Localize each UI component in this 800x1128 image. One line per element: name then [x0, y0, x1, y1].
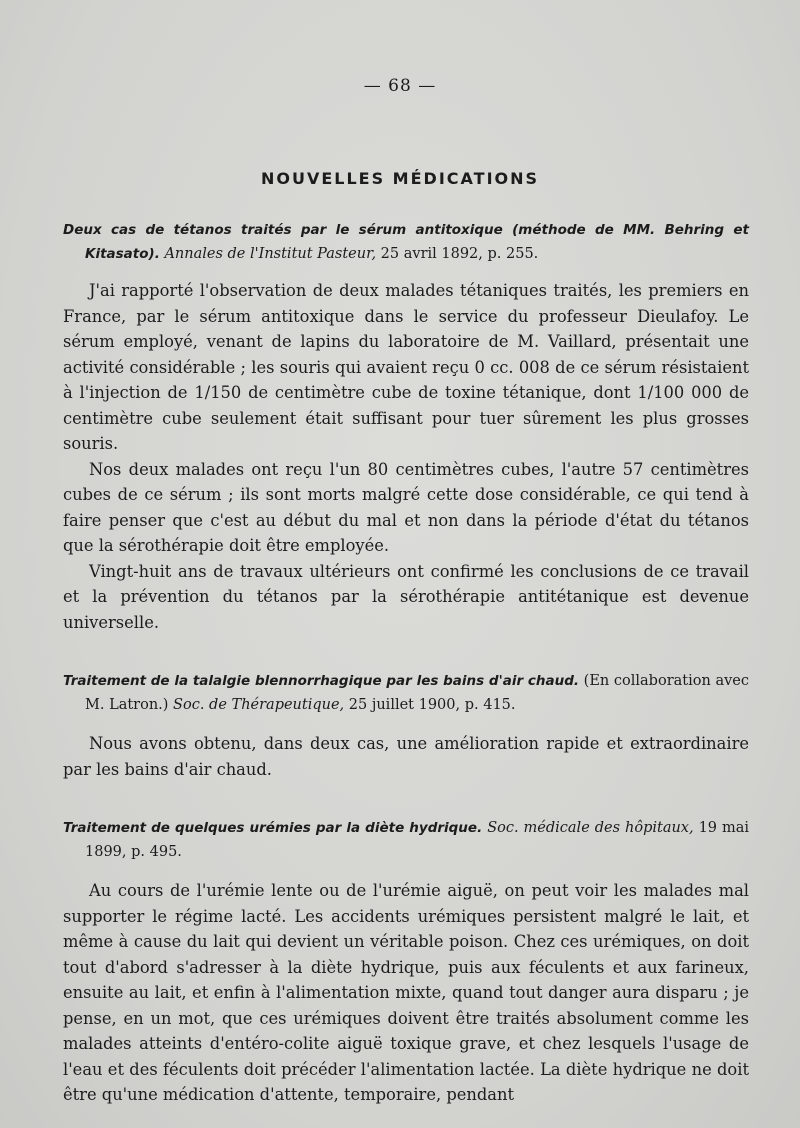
reference-journal: Soc. de Thérapeutique,: [173, 697, 345, 713]
paragraph: Nous avons obtenu, dans deux cas, une amélioration rapide et extraordinaire par les bains d'air chaud.: [63, 734, 749, 779]
paragraph: Nos deux malades ont reçu l'un 80 centimètres cubes, l'autre 57 centimètres cubes de ce sérum ; ils sont morts malgré cette dose considérable, ce qui tend à faire penser que c'est au début du mal et non dans la période d'état du tétanos que la sérothérapie doit être employée.: [63, 459, 749, 555]
paragraph: Vingt-huit ans de travaux ultérieurs ont confirmé les conclusions de ce travail et la prévention du tétanos par la sérothérapie antitétanique est devenue universelle.: [63, 561, 749, 632]
document-body: [63, 218, 749, 1108]
section-title: NOUVELLES MÉDICATIONS: [260, 169, 540, 188]
paragraph: J'ai rapporté l'observation de deux malades tétaniques traités, les premiers en France, par le sérum antitoxique dans le service du professeur Dieulafoy. Le sérum employé, venant de lapins du laboratoire de M. Vaillard, présentait une activité considérable ; les souris qui avaient reçu 0 cc. 008 de ce sérum résistaient à l'injection de 1/150 de centimètre cube de toxine tétanique, dont 1/100 000 de centimètre cube seulement était suffisant pour tuer sûrement les plus grosses souris.: [63, 281, 749, 453]
reference-date: 25 juillet 1900, p. 415.: [348, 697, 516, 713]
reference-title: Traitement de la talalgie blennorrhagique par les bains d'air chaud.: [63, 673, 579, 689]
reference-date: 25 avril 1892, p. 255.: [380, 246, 539, 262]
reference-journal: Annales de l'Institut Pasteur,: [164, 246, 377, 262]
paragraph: Au cours de l'urémie lente ou de l'urémie aiguë, on peut voir les malades mal supporter le régime lacté. Les accidents urémiques persistent malgré le lait, et même à cause du lait qui devient un véritable poison. Chez ces urémiques, on doit tout d'abord s'adresser à la diète hydrique, puis aux féculents et aux farineux, ensuite au lait, et enfin à l'alimentation mixte, quand tout danger aura disparu ; je pense, en un mot, que ces urémiques doivent être traités absolument comme les malades atteints d'entéro-colite aiguë toxique grave, et chez lesquels l'usage de l'eau et des féculents doit précéder l'alimentation lactée. La diète hydrique ne doit être qu'une médication d'attente, temporaire, pendant: [63, 881, 749, 1104]
reference-entry-1: [63, 218, 749, 266]
reference-title: Deux cas de tétanos traités par le sérum antitoxique (méthode de MM. Behring et Kitasato).: [63, 222, 749, 262]
reference-title: Traitement de quelques urémies par la diète hydrique.: [63, 820, 483, 836]
page-number: — 68 —: [363, 76, 437, 96]
reference-journal: Soc. médicale des hôpitaux,: [487, 820, 694, 836]
reference-date: 19 mai 1899, p. 495.: [85, 820, 750, 860]
reference-entry-3: [63, 816, 749, 864]
reference-entry-2: [63, 669, 749, 717]
reference-collaboration: (En collaboration avec M. Latron.): [85, 673, 749, 713]
